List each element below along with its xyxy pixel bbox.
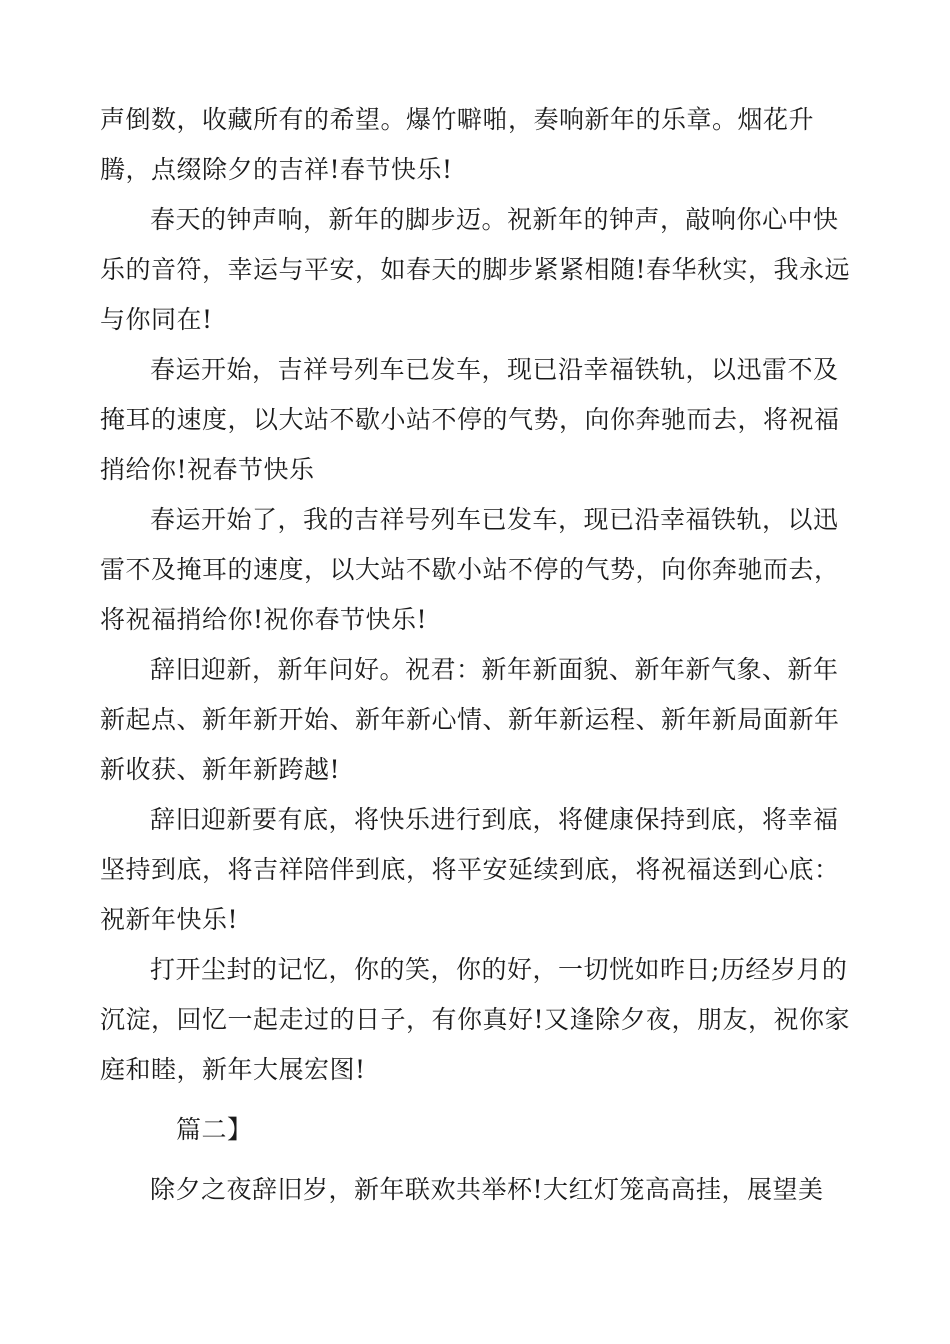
paragraph-4: 春运开始了，我的吉祥号列车已发车，现已沿幸福铁轨，以迅雷不及掩耳的速度，以大站不歇小站不停的气势，向你奔驰而去，将祝福捎给你!祝你春节快乐! (100, 505, 840, 634)
paragraph-2: 春天的钟声响，新年的脚步迈。祝新年的钟声，敲响你心中快乐的音符，幸运与平安，如春天的脚步紧紧相随!春华秋实，我永远与你同在! (100, 205, 851, 334)
paragraph-7: 打开尘封的记忆，你的笑，你的好，一切恍如昨日;历经岁月的沉淀，回忆一起走过的日子，有你真好!又逢除夕夜，朋友，祝你家庭和睦，新年大展宏图! (100, 955, 851, 1084)
paragraph-8: 除夕之夜辞旧岁，新年联欢共举杯!大红灯笼高高挂，展望美 (150, 1175, 824, 1204)
paragraph-6: 辞旧迎新要有底，将快乐进行到底，将健康保持到底，将幸福坚持到底，将吉祥陪伴到底，将平安延续到底，将祝福送到心底：祝新年快乐! (100, 805, 840, 934)
section-heading: 篇二】 (176, 1115, 253, 1144)
document-body (100, 95, 860, 1215)
paragraph-1: 声倒数，收藏所有的希望。爆竹噼啪，奏响新年的乐章。烟花升腾，点缀除夕的吉祥!春节快乐! (100, 105, 815, 184)
paragraph-5: 辞旧迎新，新年问好。祝君：新年新面貌、新年新气象、新年新起点、新年新开始、新年新心情、新年新运程、新年新局面新年新收获、新年新跨越! (100, 655, 840, 784)
paragraph-3: 春运开始，吉祥号列车已发车，现已沿幸福铁轨，以迅雷不及掩耳的速度，以大站不歇小站不停的气势，向你奔驰而去，将祝福捎给你!祝春节快乐 (100, 355, 840, 484)
